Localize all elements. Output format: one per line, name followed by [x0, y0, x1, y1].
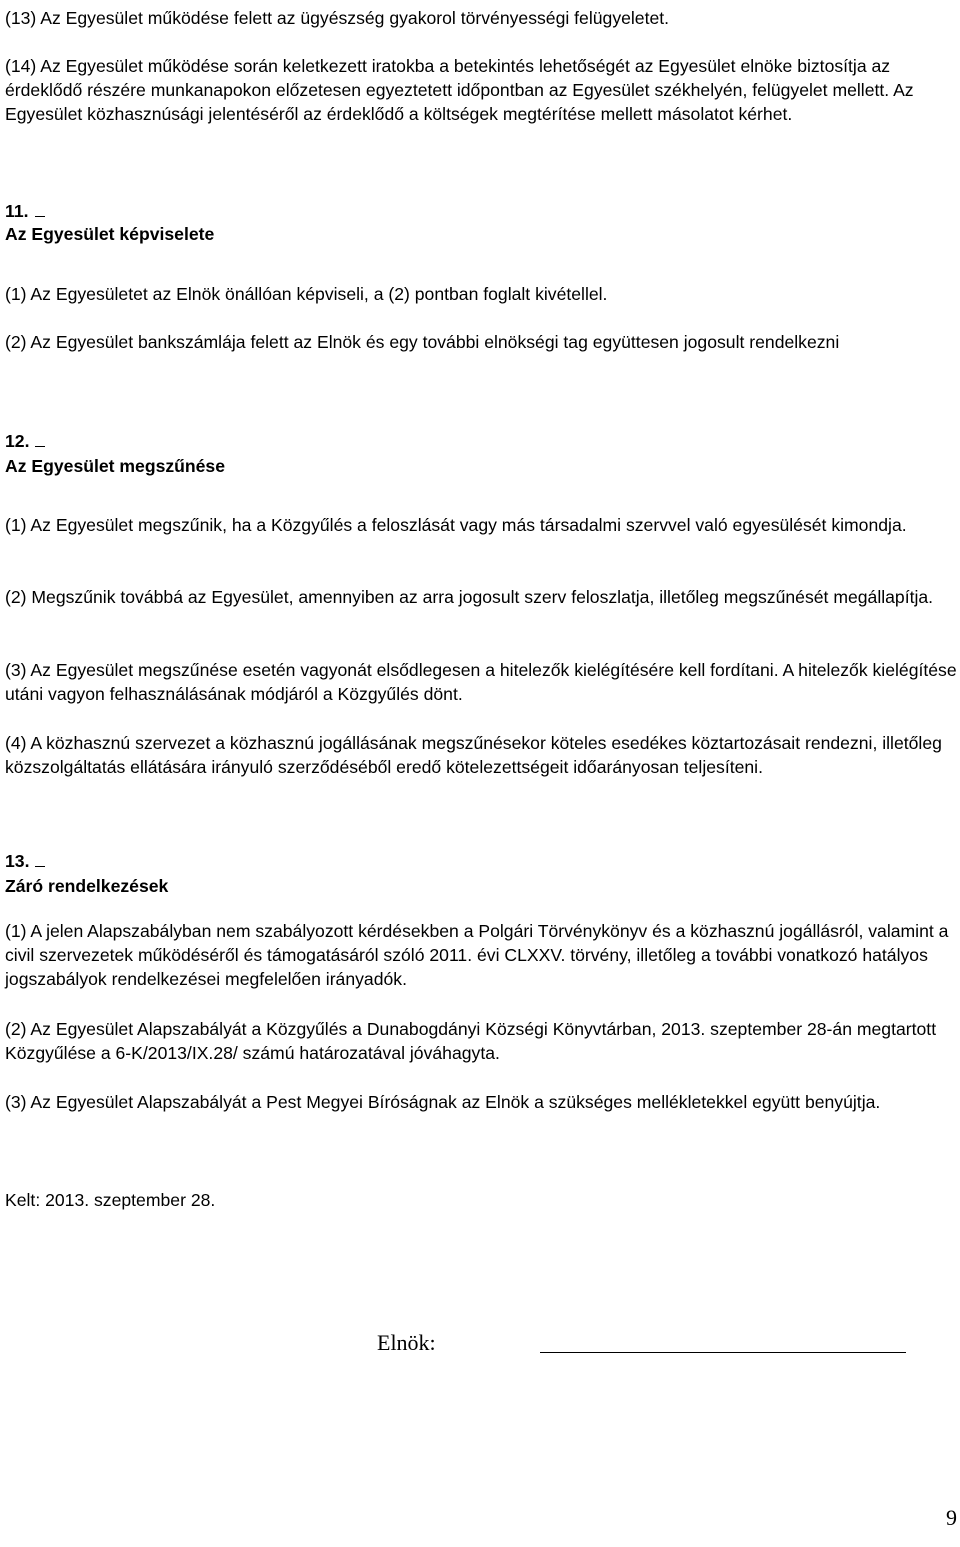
section-13-paragraph-3: (3) Az Egyesület Alapszabályát a Pest Megyei Bíróságnak az Elnök a szükséges mellékletekkel együtt benyújtja.: [5, 1092, 881, 1112]
signature-label: Elnök:: [377, 1330, 436, 1355]
section-11-number: 11.: [5, 199, 957, 223]
signature-line: [540, 1352, 906, 1353]
page-number: 9: [946, 1505, 957, 1530]
paragraph-14: (14) Az Egyesület működése során keletkezett iratokba a betekintés lehetőségét az Egyesület elnöke biztosítja az érdeklődő részére munkanapokon előzetesen egyeztetett időpontban az Egyesület székhelyén, felügyelet mellett. Az Egyesület közhasznúsági jelentéséről az érdeklődő a költségek megtérítése mellett másolatot kérhet.: [5, 56, 914, 124]
section-12-paragraph-3: (3) Az Egyesület megszűnése esetén vagyonát elsődlegesen a hitelezők kielégítésére kell fordítani. A hitelezők kielégítése utáni vagyon felhasználásának módjáról a Közgyűlés dönt.: [5, 660, 957, 704]
section-11-title: Az Egyesület képviselete: [5, 224, 215, 244]
paragraph-13: (13) Az Egyesület működése felett az ügyészség gyakorol törvényességi felügyeletet.: [5, 8, 670, 28]
section-13-paragraph-1: (1) A jelen Alapszabályban nem szabályozott kérdésekben a Polgári Törvénykönyv és a közhasznú jogállásról, valamint a civil szervezetek működéséről és támogatásáról szóló 2011. évi CLXXV. törvény, illetőleg a további vonatkozó hatályos jogszabályok rendelkezései megfelelően irányadók.: [5, 921, 949, 989]
section-12-paragraph-1: (1) Az Egyesület megszűnik, ha a Közgyűlés a feloszlását vagy más társadalmi szervvel való egyesülését kimondja.: [5, 515, 907, 535]
date-line: Kelt: 2013. szeptember 28.: [5, 1190, 216, 1210]
section-12-title: Az Egyesület megszűnése: [5, 456, 225, 476]
section-12-paragraph-4: (4) A közhasznú szervezet a közhasznú jogállásának megszűnésekor köteles esedékes köztartozásait rendezni, illetőleg közszolgáltatás ellátására irányuló szerződéséből eredő kötelezettségeit időarányosan teljesíteni.: [5, 733, 942, 777]
section-11-paragraph-2: (2) Az Egyesület bankszámlája felett az Elnök és egy további elnökségi tag együttesen jogosult rendelkezni: [5, 332, 840, 352]
section-dash: [35, 852, 45, 867]
section-12-paragraph-2: (2) Megszűnik továbbá az Egyesület, amennyiben az arra jogosult szerv feloszlatja, illetőleg megszűnését megállapítja.: [5, 587, 934, 607]
section-11-paragraph-1: (1) Az Egyesületet az Elnök önállóan képviseli, a (2) pontban foglalt kivétellel.: [5, 284, 608, 304]
section-13-title: Záró rendelkezések: [5, 876, 169, 896]
section-dash: [35, 432, 45, 447]
section-13-number: 13.: [5, 849, 957, 873]
section-dash: [35, 202, 45, 217]
section-12-number: 12.: [5, 429, 957, 453]
section-13-paragraph-2: (2) Az Egyesület Alapszabályát a Közgyűlés a Dunabogdányi Községi Könyvtárban, 2013. szeptember 28-án megtartott Közgyűlése a 6-K/2013/IX.28/ számú határozatával jóváhagyta.: [5, 1019, 937, 1063]
